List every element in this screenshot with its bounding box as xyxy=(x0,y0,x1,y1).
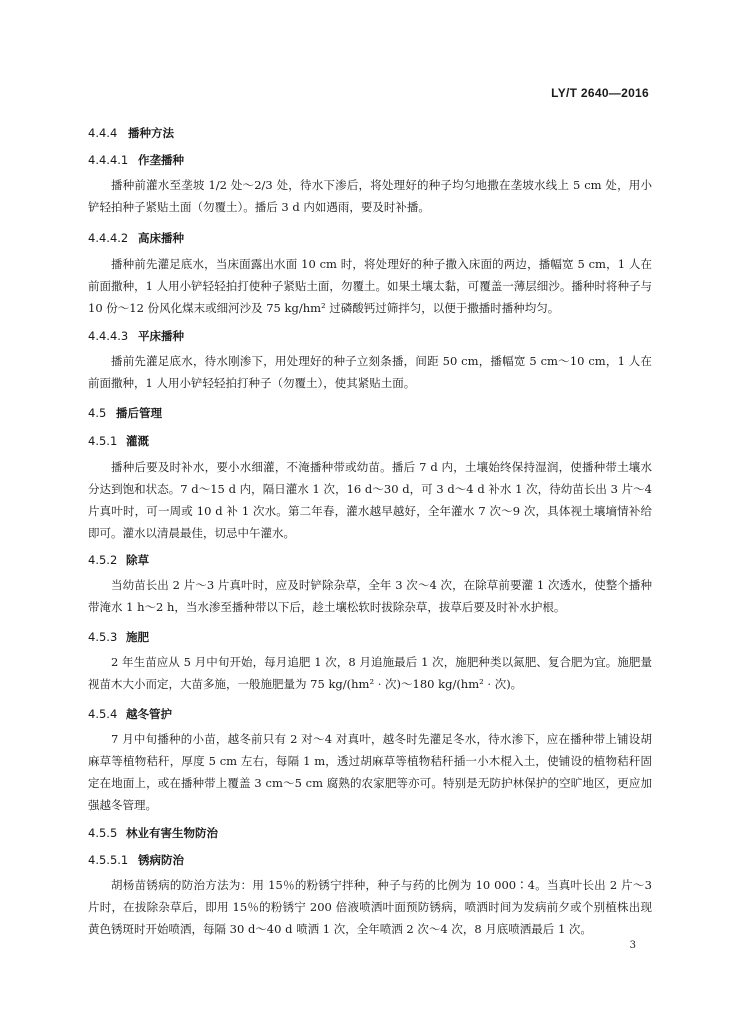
section-number: 4.4.4.3 xyxy=(88,329,129,343)
paragraph: 播种后要及时补水，要小水细灌，不淹播种带或幼苗。播后 7 d 内，土壤始终保持湿润，使播种带土壤水分达到饱和状态。7 d～15 d 内，隔日灌水 1 次，16 d～30 d，可 3 d～4 d 补水 1 次，待幼苗长出 3 片～4 片真叶时，可一周或 10 d 补 1 次水。第二年春，灌水越早越好，全年灌水 7 次～9 次，具体视土壤墒情补给即可。灌水以清晨最佳，切忌中午灌水。 xyxy=(88,460,652,540)
section-number: 4.4.4.2 xyxy=(88,231,129,245)
standard-code: LY/T 2640—2016 xyxy=(551,86,649,100)
paragraph: 播前先灌足底水，待水刚渗下，用处理好的种子立刻条播，间距 50 cm，播幅宽 5 cm～10 cm，1 人在前面撒种，1 人用小铲轻轻拍打种子（勿覆土），使其紧贴土面。 xyxy=(88,354,652,390)
section-title: 播种方法 xyxy=(128,126,174,140)
section-number: 4.5.3 xyxy=(88,630,118,644)
section-number: 4.5.2 xyxy=(88,553,118,567)
section-heading xyxy=(88,125,174,141)
section-number: 4.5 xyxy=(88,406,107,420)
section-number: 4.4.4.1 xyxy=(88,153,129,167)
section-heading xyxy=(88,405,162,421)
section-title: 除草 xyxy=(126,553,149,567)
section-title: 灌溉 xyxy=(126,434,149,448)
section-heading xyxy=(88,706,172,722)
section-heading xyxy=(88,230,184,246)
section-title: 施肥 xyxy=(126,630,149,644)
section-heading xyxy=(88,629,149,645)
section-number: 4.4.4 xyxy=(88,126,118,140)
section-heading xyxy=(88,433,149,449)
section-title: 播后管理 xyxy=(116,406,162,420)
section-title: 越冬管护 xyxy=(126,707,172,721)
section-title: 平床播种 xyxy=(138,329,184,343)
section-heading xyxy=(88,328,184,344)
section-heading xyxy=(88,852,184,868)
paragraph: 7 月中旬播种的小苗，越冬前只有 2 对～4 对真叶，越冬时先灌足冬水，待水渗下，应在播种带上铺设胡麻草等植物秸秆，厚度 5 cm 左右，每隔 1 m，透过胡麻草等植物秸秆插一小木棍入土，使铺设的植物秸秆固定在地面上，或在播种带上覆盖 3 cm～5 cm 腐熟的农家肥等亦可。特别是无防护林保护的空旷地区，更应加强越冬管理。 xyxy=(88,732,652,812)
section-title: 锈病防治 xyxy=(138,853,184,867)
section-heading xyxy=(88,825,218,841)
paragraph: 当幼苗长出 2 片～3 片真叶时，应及时铲除杂草，全年 3 次～4 次，在除草前要灌 1 次透水，使整个播种带淹水 1 h～2 h，当水渗至播种带以下后，趁土壤松软时拔除杂草，拔草后要及时补水护根。 xyxy=(88,578,652,614)
section-heading xyxy=(88,552,149,568)
section-title: 作垄播种 xyxy=(138,153,184,167)
page-number: 3 xyxy=(629,940,636,951)
section-number: 4.5.5.1 xyxy=(88,853,129,867)
section-number: 4.5.1 xyxy=(88,434,118,448)
paragraph: 播种前先灌足底水，当床面露出水面 10 cm 时，将处理好的种子撒入床面的两边，播幅宽 5 cm，1 人在前面撒种，1 人用小铲轻轻拍打使种子紧贴土面，勿覆土。如果土壤太黏，可覆盖一薄层细沙。播种时将种子与 10 份～12 份风化煤末或细河沙及 75 kg/hm² 过磷酸钙过筛拌匀，以便于撒播时播种均匀。 xyxy=(88,257,652,315)
section-heading xyxy=(88,152,184,168)
paragraph: 2 年生苗应从 5 月中旬开始，每月追肥 1 次，8 月追施最后 1 次，施肥种类以氮肥、复合肥为宜。施肥量视苗木大小而定，大苗多施，一般施肥量为 75 kg/(hm² · 次)～180 kg/(hm² · 次)。 xyxy=(88,655,652,691)
section-number: 4.5.4 xyxy=(88,707,118,721)
paragraph: 胡杨苗锈病的防治方法为：用 15％的粉锈宁拌种，种子与药的比例为 10 000∶4。当真叶长出 2 片～3 片时，在拔除杂草后，即用 15％的粉锈宁 200 倍液喷洒叶面预防锈病，喷洒时间为发病前夕或个别植株出现黄色锈斑时开始喷洒，每隔 30 d～40 d 喷洒 1 次，全年喷洒 2 次～4 次，8 月底喷洒最后 1 次。 xyxy=(88,878,652,936)
section-title: 林业有害生物防治 xyxy=(126,826,218,840)
section-number: 4.5.5 xyxy=(88,826,118,840)
section-title: 高床播种 xyxy=(138,231,184,245)
paragraph: 播种前灌水至垄坡 1/2 处～2/3 处，待水下渗后，将处理好的种子均匀地撒在垄坡水线上 5 cm 处，用小铲轻拍种子紧贴土面（勿覆土）。播后 3 d 内如遇雨，要及时补播。 xyxy=(88,178,652,214)
